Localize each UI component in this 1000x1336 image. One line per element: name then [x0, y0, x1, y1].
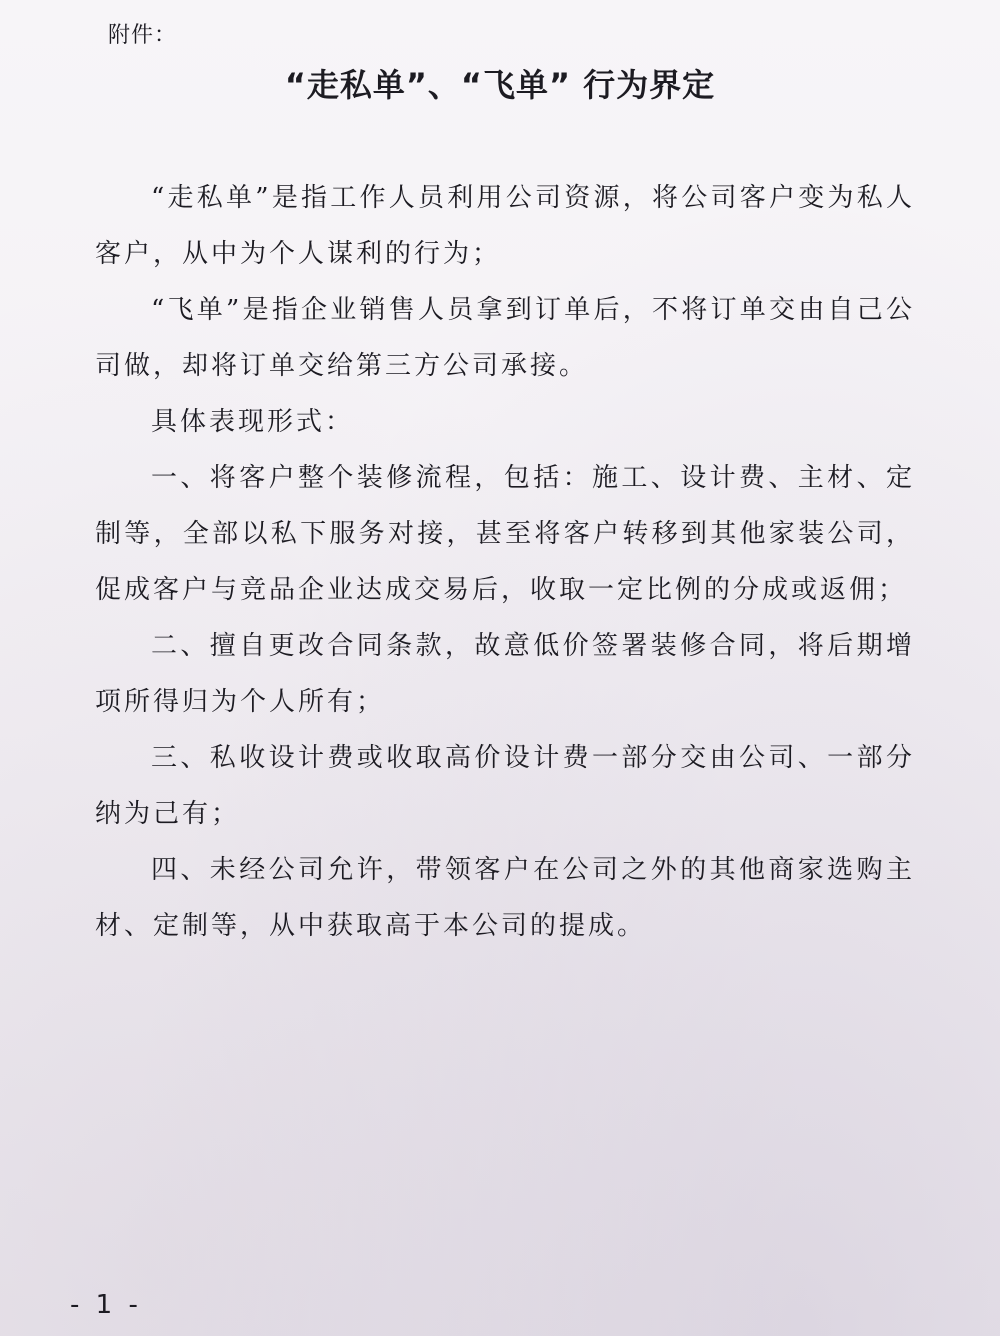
attachment-label: 附件： — [108, 23, 178, 48]
form-item-1: 一、将客户整个装修流程，包括：施工、设计费、主材、定制等，全部以私下服务对接，甚至将客户转移到其他家装公司，促成客户与竞品企业达成交易后，收取一定比例的分成或返佣； — [95, 463, 915, 605]
definition-paragraph-private-order: “走私单”是指工作人员利用公司资源，将公司客户变为私人客户，从中为个人谋利的行为； — [95, 183, 915, 269]
document-body — [95, 170, 915, 954]
forms-heading: 具体表现形式： — [151, 407, 355, 437]
form-item-2: 二、擅自更改合同条款，故意低价签署装修合同，将后期增项所得归为个人所有； — [95, 631, 915, 717]
form-item-4: 四、未经公司允许，带领客户在公司之外的其他商家选购主材、定制等，从中获取高于本公司的提成。 — [95, 855, 915, 941]
form-item-3: 三、私收设计费或收取高价设计费一部分交由公司、一部分纳为己有； — [95, 743, 915, 829]
definition-paragraph-flying-order: “飞单”是指企业销售人员拿到订单后，不将订单交由自己公司做，却将订单交给第三方公司承接。 — [95, 295, 915, 381]
document-title: “走私单”、“飞单” 行为界定 — [284, 66, 716, 104]
page-number: - 1 - — [70, 1290, 142, 1320]
